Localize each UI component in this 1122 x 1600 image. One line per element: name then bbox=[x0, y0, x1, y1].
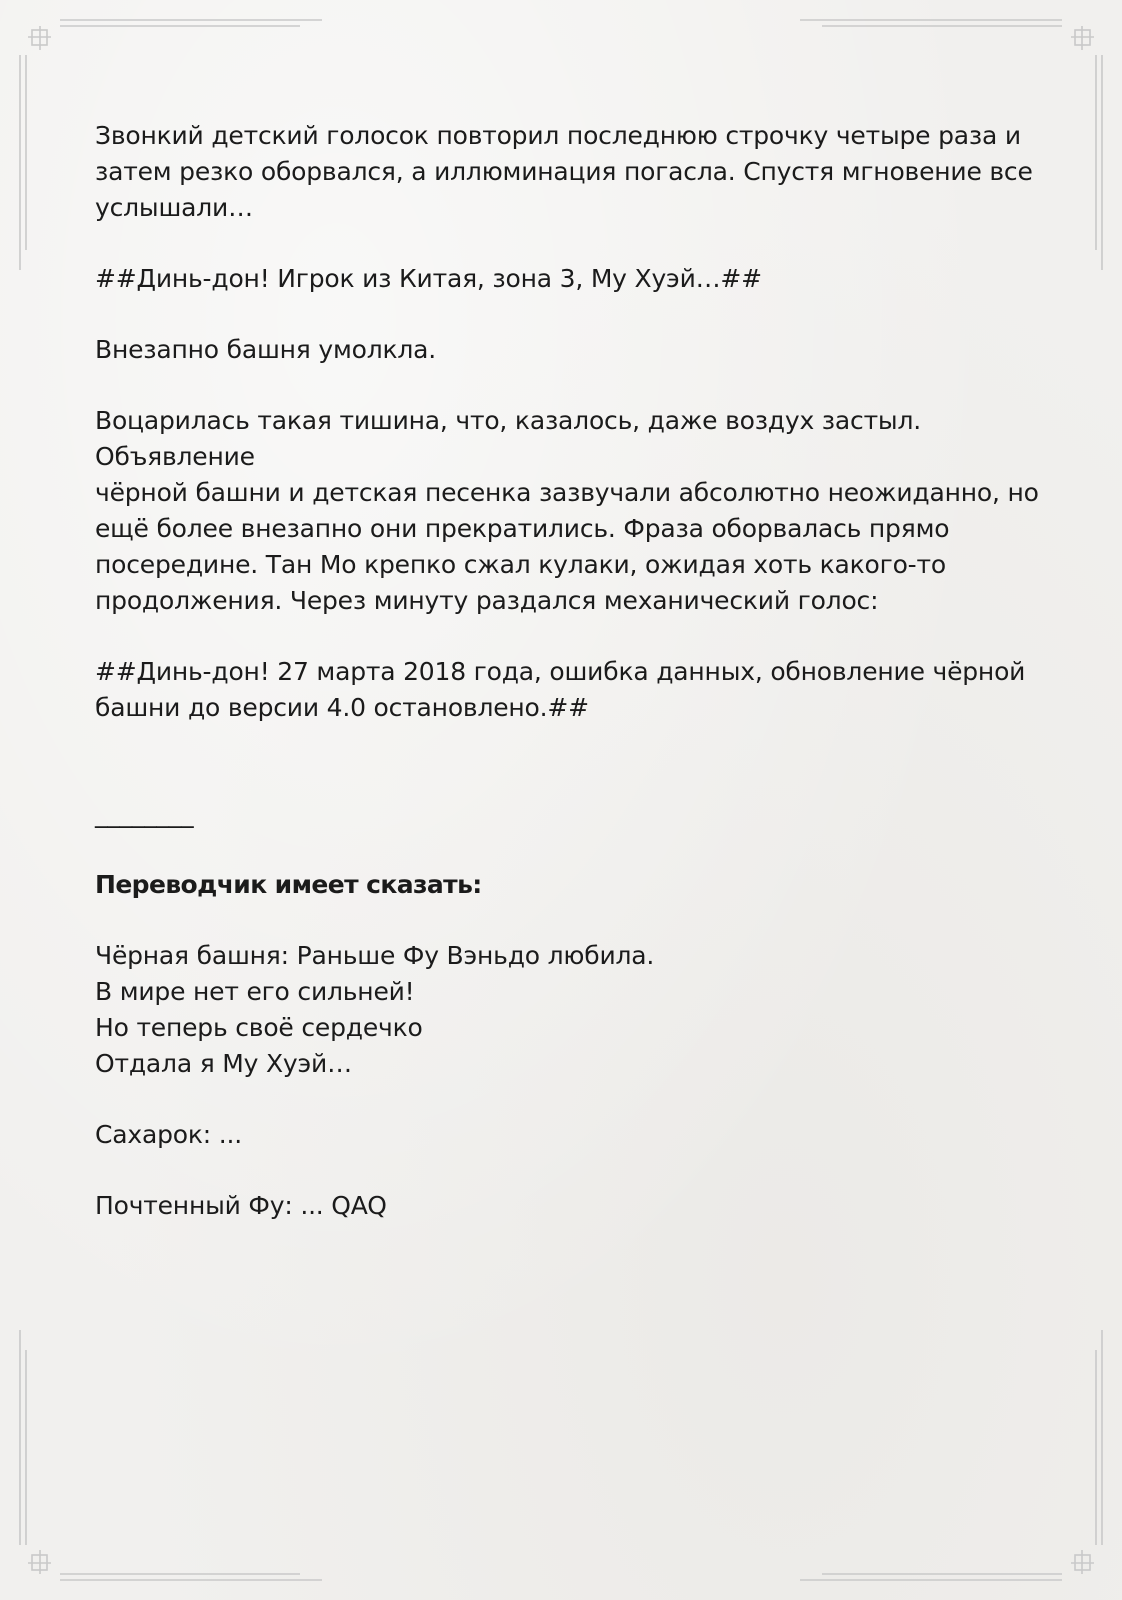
frame-corner-bottom-left bbox=[20, 1330, 322, 1580]
poem-line: Отдала я Му Хуэй… bbox=[95, 1049, 352, 1078]
text-line: посередине. Тан Мо крепко сжал кулаки, ожидая хоть какого-то bbox=[95, 550, 946, 579]
system-announcement-player: ##Динь-дон! Игрок из Китая, зона 3, Му Хуэй…## bbox=[95, 264, 762, 293]
poem-line: В мире нет его сильней! bbox=[95, 977, 415, 1006]
text-line: Звонкий детский голосок повторил последнюю строчку четыре раза и bbox=[95, 121, 1021, 150]
separator-line: ________ bbox=[95, 799, 194, 828]
poem bbox=[95, 938, 1045, 1082]
document-body bbox=[95, 118, 1045, 1224]
text-line: чёрной башни и детская песенка зазвучали абсолютно неожиданно, но bbox=[95, 478, 1039, 507]
text-line: ещё более внезапно они прекратились. Фраза оборвалась прямо bbox=[95, 514, 950, 543]
text-line: продолжения. Через минуту раздался механический голос: bbox=[95, 586, 879, 615]
system-announcement-error bbox=[95, 654, 1045, 726]
translator-note-heading: Переводчик имеет сказать: bbox=[95, 870, 482, 899]
text-line: башни до версии 4.0 остановлено.## bbox=[95, 693, 589, 722]
text-line: Воцарилась такая тишина, что, казалось, даже воздух застыл. Объявление bbox=[95, 406, 921, 471]
frame-corner-bottom-right bbox=[800, 1330, 1102, 1580]
poem-line: Чёрная башня: Раньше Фу Вэньдо любила. bbox=[95, 941, 655, 970]
text-line: затем резко оборвался, а иллюминация погасла. Спустя мгновение все bbox=[95, 157, 1033, 186]
dialogue-sugar: Сахарок: ... bbox=[95, 1120, 242, 1149]
text-line: услышали… bbox=[95, 193, 253, 222]
text-line: ##Динь-дон! 27 марта 2018 года, ошибка данных, обновление чёрной bbox=[95, 657, 1026, 686]
paragraph-intro bbox=[95, 118, 1045, 226]
paragraph-tower-silent: Внезапно башня умолкла. bbox=[95, 335, 437, 364]
poem-line: Но теперь своё сердечко bbox=[95, 1013, 423, 1042]
paragraph-silence bbox=[95, 403, 1045, 619]
dialogue-fu: Почтенный Фу: ... QAQ bbox=[95, 1191, 387, 1220]
